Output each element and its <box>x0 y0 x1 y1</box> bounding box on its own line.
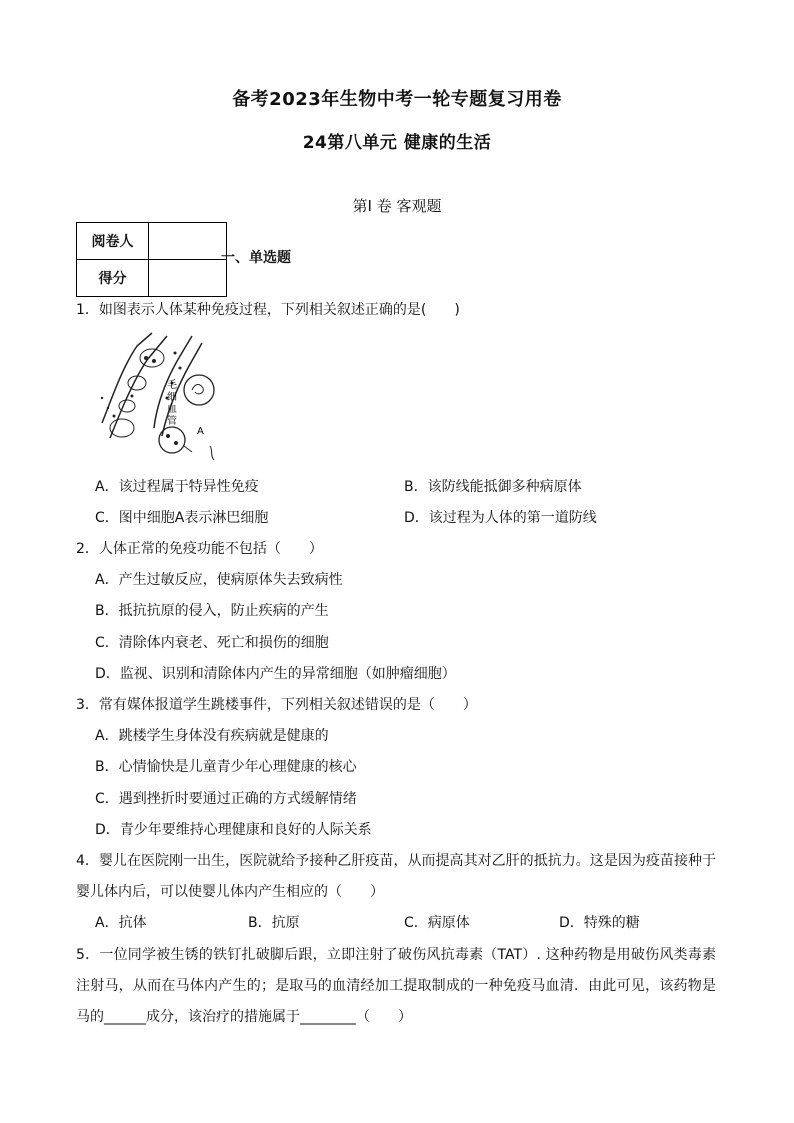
q2-option-c: C．清除体内衰老、死亡和损伤的细胞 <box>95 635 329 651</box>
question-2-stem: 2．人体正常的免疫功能不包括（ ） <box>76 541 323 557</box>
question-4-stem: 4．婴儿在医院刚一出生，医院就给予接种乙肝疫苗，从而提高其对乙肝的抵抗力。这是因为疫苗接种于婴儿体内后，可以使婴儿体内产生相应的（ ） <box>76 853 716 900</box>
score-blank <box>149 260 227 297</box>
q4-option-d: D．特殊的糖 <box>559 915 640 931</box>
reviewer-blank <box>149 223 227 260</box>
reviewer-label: 阅卷人 <box>77 223 149 260</box>
svg-text:管: 管 <box>167 416 177 427</box>
cell-label: A <box>197 426 204 437</box>
q1-option-a: A．该过程属于特异性免疫 <box>95 479 259 495</box>
document-subtitle: 24第八单元 健康的生活 <box>302 133 492 153</box>
q1-option-d: D．该过程为人体的第一道防线 <box>404 510 597 526</box>
q4-option-b: B．抗原 <box>248 915 300 931</box>
question-5-stem: 5．一位同学被生锈的铁钉扎破脚后跟，立即注射了破伤风抗毒素（TAT）. 这种药物是用破伤风类毒素注射马，从而在马体内产生的；是取马的血清经加工提取制成的一种免疫马血清．由此可见，该药物是马的______成分，该治疗的措施属于________（ ） <box>76 947 716 1025</box>
q3-option-b: B．心情愉快是儿童青少年心理健康的核心 <box>95 759 357 775</box>
q2-option-a: A．产生过敏反应，使病原体失去致病性 <box>95 572 343 588</box>
q1-option-c: C．图中细胞A表示淋巴细胞 <box>95 510 269 526</box>
document-title: 备考2023年生物中考一轮专题复习用卷 <box>232 89 562 110</box>
question-3-stem: 3．常有媒体报道学生跳楼事件，下列相关叙述错误的是（ ） <box>76 697 477 713</box>
svg-text:细: 细 <box>167 392 177 403</box>
grading-table <box>76 222 227 297</box>
part-heading: 第Ⅰ 卷 客观题 <box>352 197 442 215</box>
immune-process-figure <box>92 328 232 472</box>
q1-option-b: B．该防线能抵御多种病原体 <box>404 479 582 495</box>
svg-text:血: 血 <box>167 404 177 415</box>
score-label: 得分 <box>77 260 149 297</box>
q2-option-b: B．抵抗抗原的侵入，防止疾病的产生 <box>95 603 329 619</box>
q3-option-c: C．遇到挫折时要通过正确的方式缓解情绪 <box>95 791 357 807</box>
q3-option-d: D．青少年要维持心理健康和良好的人际关系 <box>95 822 372 838</box>
section-heading: 一、单选题 <box>221 250 291 266</box>
q2-option-d: D．监视、识别和清除体内产生的异常细胞（如肿瘤细胞） <box>95 666 456 682</box>
question-1-stem: 1．如图表示人体某种免疫过程，下列相关叙述正确的是( ) <box>76 302 460 318</box>
q4-option-c: C．病原体 <box>404 915 470 931</box>
q4-option-a: A．抗体 <box>95 915 147 931</box>
q3-option-a: A．跳楼学生身体没有疾病就是健康的 <box>95 728 329 744</box>
vessel-label: 毛 <box>167 380 177 391</box>
